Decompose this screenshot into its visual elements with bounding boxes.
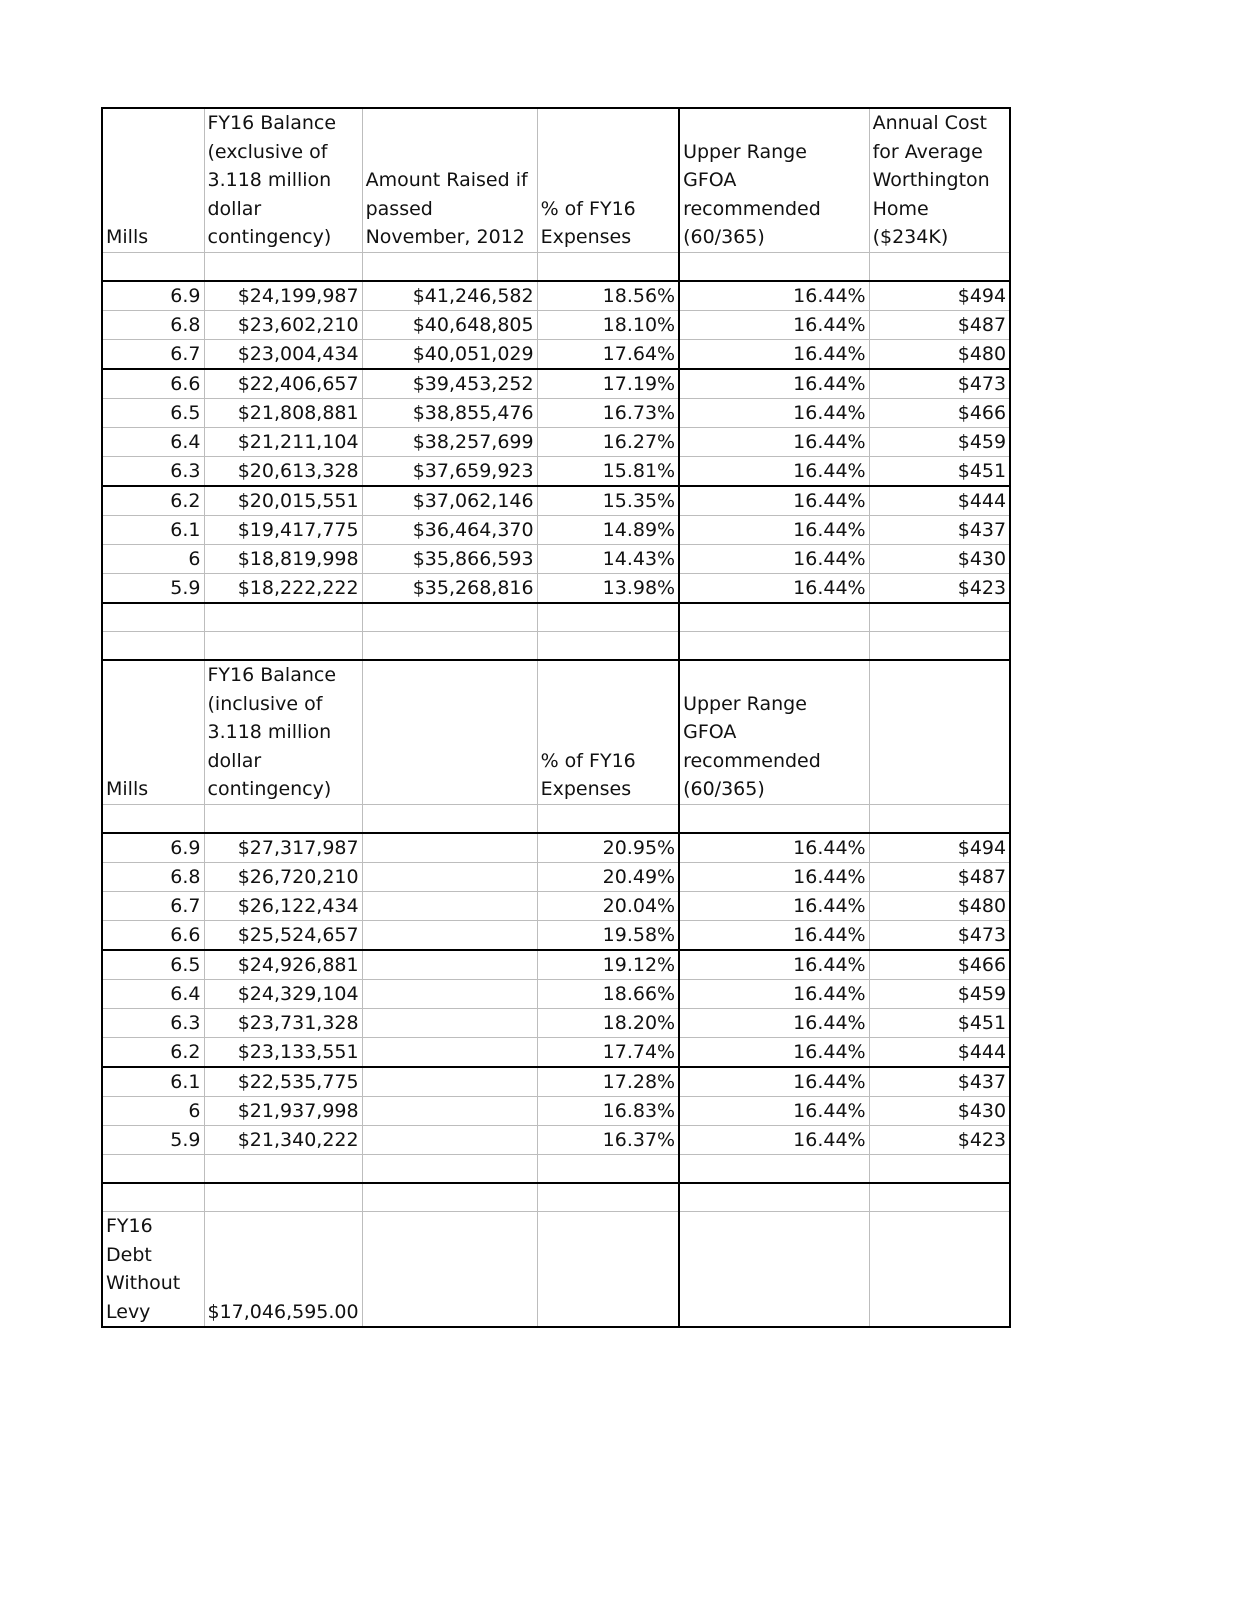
cost-cell: $487: [869, 862, 1010, 891]
gfoa-cell: 16.44%: [679, 920, 869, 950]
pct-cell: 17.28%: [537, 1067, 679, 1097]
pct-cell: 17.64%: [537, 339, 679, 369]
pct-cell: 15.81%: [537, 456, 679, 486]
empty-cell: [869, 1211, 1010, 1327]
pct-cell: 17.74%: [537, 1037, 679, 1067]
empty-cell: [679, 1183, 869, 1212]
empty-cell: [362, 1008, 537, 1037]
mills-cell: 6.1: [102, 515, 204, 544]
section1-gfoa-header: Upper Range GFOA recommended (60/365): [679, 108, 869, 252]
empty-cell: [362, 891, 537, 920]
section2-data-row: [102, 833, 1010, 863]
amount-cell: $35,268,816: [362, 573, 537, 603]
empty-cell: [362, 920, 537, 950]
empty-cell: [362, 603, 537, 632]
amount-cell: $41,246,582: [362, 281, 537, 311]
pct-cell: 17.19%: [537, 369, 679, 399]
section1-data-row: [102, 544, 1010, 573]
mills-cell: 6: [102, 544, 204, 573]
mills-cell: 5.9: [102, 573, 204, 603]
mills-cell: 6.3: [102, 456, 204, 486]
empty-cell: [204, 1183, 362, 1212]
mills-cell: 6.8: [102, 862, 204, 891]
balance-cell: $26,122,434: [204, 891, 362, 920]
balance-cell: $21,937,998: [204, 1096, 362, 1125]
empty-cell: [102, 1154, 204, 1183]
empty-cell: [537, 804, 679, 833]
cost-cell: $487: [869, 310, 1010, 339]
empty-cell: [679, 1154, 869, 1183]
balance-cell: $21,211,104: [204, 427, 362, 456]
section1-balance-header: FY16 Balance (exclusive of 3.118 million dollar contingency): [204, 108, 362, 252]
section1-pct-header: % of FY16 Expenses: [537, 108, 679, 252]
cost-cell: $480: [869, 891, 1010, 920]
empty-cell: [204, 603, 362, 632]
debt-row: [102, 1211, 1010, 1327]
empty-cell: [204, 631, 362, 660]
mills-cell: 6.5: [102, 950, 204, 980]
empty-cell: [679, 603, 869, 632]
empty-cell: [869, 660, 1010, 804]
section2-gfoa-header: Upper Range GFOA recommended (60/365): [679, 660, 869, 804]
section1-data-row: [102, 339, 1010, 369]
cost-cell: $423: [869, 1125, 1010, 1154]
mills-cell: 6.7: [102, 339, 204, 369]
gfoa-cell: 16.44%: [679, 1037, 869, 1067]
empty-cell: [869, 1154, 1010, 1183]
cost-cell: $480: [869, 339, 1010, 369]
cost-cell: $444: [869, 1037, 1010, 1067]
empty-cell: [362, 979, 537, 1008]
cost-cell: $451: [869, 1008, 1010, 1037]
amount-cell: $38,257,699: [362, 427, 537, 456]
pct-cell: 15.35%: [537, 486, 679, 516]
amount-cell: $39,453,252: [362, 369, 537, 399]
gfoa-cell: 16.44%: [679, 833, 869, 863]
pct-cell: 18.20%: [537, 1008, 679, 1037]
section1-data-row: [102, 427, 1010, 456]
gfoa-cell: 16.44%: [679, 979, 869, 1008]
spacer-row: [102, 631, 1010, 660]
pct-cell: 16.37%: [537, 1125, 679, 1154]
empty-cell: [537, 631, 679, 660]
mills-cell: 6.2: [102, 486, 204, 516]
section1-data-row: [102, 515, 1010, 544]
mills-cell: 6.5: [102, 398, 204, 427]
section1-data-row: [102, 573, 1010, 603]
cost-cell: $451: [869, 456, 1010, 486]
gfoa-cell: 16.44%: [679, 339, 869, 369]
gfoa-cell: 16.44%: [679, 486, 869, 516]
mills-cell: 6: [102, 1096, 204, 1125]
balance-cell: $27,317,987: [204, 833, 362, 863]
spacer-row: [102, 603, 1010, 632]
levy-scenario-table: [101, 107, 1011, 1328]
cost-cell: $444: [869, 486, 1010, 516]
section2-balance-header: FY16 Balance (inclusive of 3.118 million dollar contingency): [204, 660, 362, 804]
debt-label: FY16 Debt Without Levy: [102, 1211, 204, 1327]
section1-data-row: [102, 456, 1010, 486]
cost-cell: $466: [869, 398, 1010, 427]
gfoa-cell: 16.44%: [679, 862, 869, 891]
gfoa-cell: 16.44%: [679, 950, 869, 980]
section1-data-row: [102, 369, 1010, 399]
section2-header-row: [102, 660, 1010, 804]
empty-cell: [537, 1183, 679, 1212]
empty-cell: [102, 603, 204, 632]
empty-cell: [362, 950, 537, 980]
balance-cell: $19,417,775: [204, 515, 362, 544]
debt-value: $17,046,595.00: [204, 1211, 362, 1327]
mills-cell: 6.6: [102, 920, 204, 950]
section1-data-row: [102, 281, 1010, 311]
empty-cell: [869, 631, 1010, 660]
amount-cell: $37,062,146: [362, 486, 537, 516]
empty-cell: [537, 1211, 679, 1327]
gfoa-cell: 16.44%: [679, 1125, 869, 1154]
spacer-row: [102, 1183, 1010, 1212]
empty-cell: [362, 1125, 537, 1154]
gfoa-cell: 16.44%: [679, 310, 869, 339]
mills-cell: 6.9: [102, 281, 204, 311]
pct-cell: 16.83%: [537, 1096, 679, 1125]
cost-cell: $473: [869, 920, 1010, 950]
balance-cell: $20,015,551: [204, 486, 362, 516]
section2-data-row: [102, 1067, 1010, 1097]
gfoa-cell: 16.44%: [679, 427, 869, 456]
empty-cell: [102, 804, 204, 833]
section1-cost-header: Annual Cost for Average Worthington Home ($234K): [869, 108, 1010, 252]
mills-cell: 6.1: [102, 1067, 204, 1097]
pct-cell: 14.89%: [537, 515, 679, 544]
cost-cell: $430: [869, 544, 1010, 573]
section1-data-row: [102, 310, 1010, 339]
cost-cell: $437: [869, 515, 1010, 544]
section2-data-row: [102, 862, 1010, 891]
gfoa-cell: 16.44%: [679, 573, 869, 603]
spacer-row: [102, 804, 1010, 833]
pct-cell: 19.12%: [537, 950, 679, 980]
balance-cell: $23,004,434: [204, 339, 362, 369]
cost-cell: $437: [869, 1067, 1010, 1097]
pct-cell: 18.66%: [537, 979, 679, 1008]
balance-cell: $23,731,328: [204, 1008, 362, 1037]
balance-cell: $26,720,210: [204, 862, 362, 891]
mills-cell: 6.7: [102, 891, 204, 920]
mills-cell: 6.4: [102, 979, 204, 1008]
empty-cell: [537, 603, 679, 632]
cost-cell: $430: [869, 1096, 1010, 1125]
empty-cell: [362, 833, 537, 863]
balance-cell: $23,133,551: [204, 1037, 362, 1067]
pct-cell: 20.95%: [537, 833, 679, 863]
section2-pct-header: % of FY16 Expenses: [537, 660, 679, 804]
empty-cell: [102, 1183, 204, 1212]
amount-cell: $40,051,029: [362, 339, 537, 369]
empty-cell: [204, 804, 362, 833]
empty-cell: [362, 1183, 537, 1212]
balance-cell: $24,926,881: [204, 950, 362, 980]
section1-header-row: [102, 108, 1010, 252]
empty-cell: [362, 1067, 537, 1097]
empty-cell: [679, 804, 869, 833]
amount-cell: $40,648,805: [362, 310, 537, 339]
pct-cell: 13.98%: [537, 573, 679, 603]
section2-data-row: [102, 1096, 1010, 1125]
cost-cell: $423: [869, 573, 1010, 603]
cost-cell: $459: [869, 979, 1010, 1008]
empty-cell: [869, 804, 1010, 833]
section1-amount-header: Amount Raised if passed November, 2012: [362, 108, 537, 252]
empty-cell: [362, 1154, 537, 1183]
mills-cell: 5.9: [102, 1125, 204, 1154]
empty-cell: [102, 631, 204, 660]
amount-cell: $37,659,923: [362, 456, 537, 486]
section2-mills-header: Mills: [102, 660, 204, 804]
mills-cell: 6.4: [102, 427, 204, 456]
empty-cell: [869, 1183, 1010, 1212]
gfoa-cell: 16.44%: [679, 1008, 869, 1037]
section1-data-row: [102, 486, 1010, 516]
pct-cell: 18.10%: [537, 310, 679, 339]
empty-cell: [679, 1211, 869, 1327]
cost-cell: $494: [869, 281, 1010, 311]
mills-cell: 6.3: [102, 1008, 204, 1037]
balance-cell: $25,524,657: [204, 920, 362, 950]
gfoa-cell: 16.44%: [679, 281, 869, 311]
pct-cell: 19.58%: [537, 920, 679, 950]
mills-cell: 6.6: [102, 369, 204, 399]
gfoa-cell: 16.44%: [679, 456, 869, 486]
gfoa-cell: 16.44%: [679, 369, 869, 399]
balance-cell: $24,329,104: [204, 979, 362, 1008]
gfoa-cell: 16.44%: [679, 515, 869, 544]
gfoa-cell: 16.44%: [679, 398, 869, 427]
amount-cell: $36,464,370: [362, 515, 537, 544]
section2-data-row: [102, 1037, 1010, 1067]
pct-cell: 16.73%: [537, 398, 679, 427]
balance-cell: $24,199,987: [204, 281, 362, 311]
spacer-row: [102, 252, 1010, 281]
balance-cell: $22,535,775: [204, 1067, 362, 1097]
section2-data-row: [102, 920, 1010, 950]
empty-cell: [362, 1211, 537, 1327]
cost-cell: $459: [869, 427, 1010, 456]
cost-cell: $494: [869, 833, 1010, 863]
section2-data-row: [102, 1125, 1010, 1154]
empty-cell: [362, 1096, 537, 1125]
balance-cell: $20,613,328: [204, 456, 362, 486]
gfoa-cell: 16.44%: [679, 1067, 869, 1097]
gfoa-cell: 16.44%: [679, 1096, 869, 1125]
gfoa-cell: 16.44%: [679, 891, 869, 920]
gfoa-cell: 16.44%: [679, 544, 869, 573]
balance-cell: $18,222,222: [204, 573, 362, 603]
empty-cell: [204, 1154, 362, 1183]
section2-data-row: [102, 891, 1010, 920]
balance-cell: $22,406,657: [204, 369, 362, 399]
balance-cell: $21,808,881: [204, 398, 362, 427]
pct-cell: 20.49%: [537, 862, 679, 891]
balance-cell: $21,340,222: [204, 1125, 362, 1154]
section2-data-row: [102, 1008, 1010, 1037]
empty-cell: [362, 862, 537, 891]
empty-cell: [362, 1037, 537, 1067]
cost-cell: $466: [869, 950, 1010, 980]
amount-cell: $38,855,476: [362, 398, 537, 427]
section1-mills-header: Mills: [102, 108, 204, 252]
section1-data-row: [102, 398, 1010, 427]
mills-cell: 6.9: [102, 833, 204, 863]
pct-cell: 14.43%: [537, 544, 679, 573]
empty-cell: [362, 804, 537, 833]
spacer-row: [102, 1154, 1010, 1183]
pct-cell: 16.27%: [537, 427, 679, 456]
pct-cell: 20.04%: [537, 891, 679, 920]
section2-data-row: [102, 950, 1010, 980]
empty-cell: [869, 603, 1010, 632]
balance-cell: $23,602,210: [204, 310, 362, 339]
mills-cell: 6.2: [102, 1037, 204, 1067]
balance-cell: $18,819,998: [204, 544, 362, 573]
amount-cell: $35,866,593: [362, 544, 537, 573]
empty-cell: [537, 1154, 679, 1183]
empty-cell: [362, 631, 537, 660]
empty-cell: [362, 660, 537, 804]
cost-cell: $473: [869, 369, 1010, 399]
mills-cell: 6.8: [102, 310, 204, 339]
pct-cell: 18.56%: [537, 281, 679, 311]
section2-data-row: [102, 979, 1010, 1008]
empty-cell: [679, 631, 869, 660]
